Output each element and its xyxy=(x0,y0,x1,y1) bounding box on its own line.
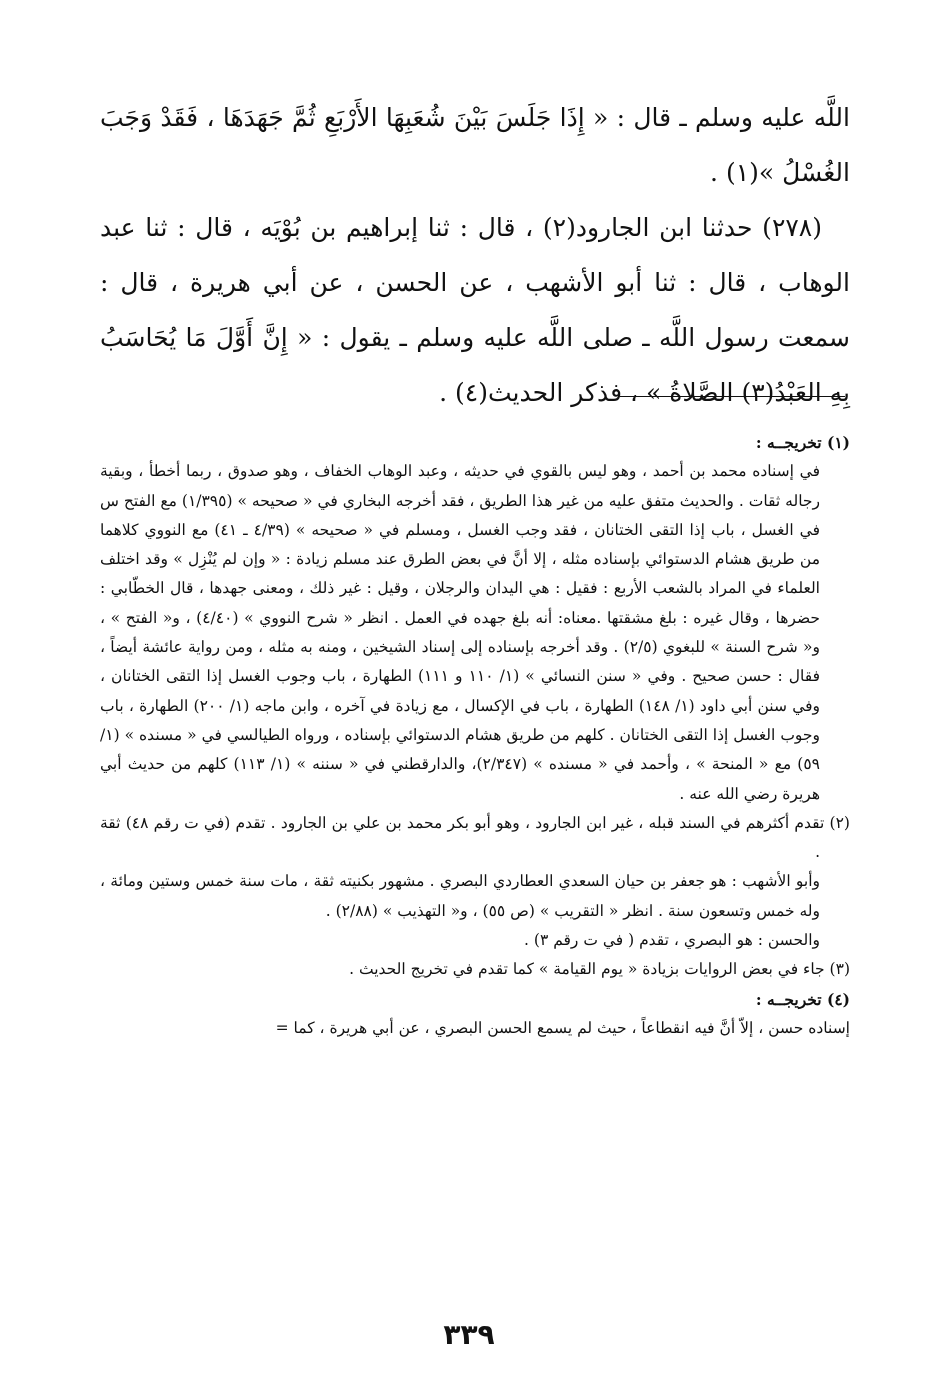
main-text xyxy=(100,90,850,420)
footnote-2-hasan: والحسن : هو البصري ، تقدم ( في ت رقم ٣) . xyxy=(524,931,820,950)
main-paragraph-2: (٢٧٨) حدثنا ابن الجارود(٢) ، قال : ثنا إبراهيم بن بُوْيَه ، قال : ثنا عبد الوهاب ، قال : ثنا أبو الأشهب ، عن الحسن ، عن أبي هريرة ، قال : سمعت رسول اللَّه ـ صلى اللَّه عليه وسلم ـ يقول : « إِنَّ أَوَّلَ مَا يُحَاسَبُ بِهِ العَبْدُ(٣) الصَّلاةُ » ، فذكر الحديث(٤) . xyxy=(100,213,850,407)
footnote-2-abu-ashhab: وأبو الأشهب : هو جعفر بن حيان السعدي العطاردي البصري . مشهور بكنيته ثقة ، مات سنة خمس وستين ومائة ، وله خمس وتسعون سنة . انظر « التقريب » (ص ٥٥) ، و« التهذيب » (٢/٨٨) . xyxy=(100,872,820,920)
footnote-1-body: في إسناده محمد بن أحمد ، وهو ليس بالقوي في حديثه ، وعبد الوهاب الخفاف ، وهو صدوق ، ربما أخطأ ، وبقية رجاله ثقات . والحديث متفق عليه من غير هذا الطريق ، فقد أخرجه البخاري في « صحيحه » (١/٣٩٥) مع الفتح س في الغسل ، باب إذا التقى الختانان ، فقد وجب الغسل ، ومسلم في « صحيحه » (٤/٣٩ ـ ٤١) مع النووي كلاهما من طريق هشام الدستوائي بإسناده مثله ، إلا أنَّ في بعض الطرق عند مسلم زيادة : « وإن لم يُنْزِل » وقد اختلف العلماء في المراد بالشعب الأربع : فقيل : هي اليدان والرجلان ، وقيل : غير ذلك ، ومعنى جهدها ، قال الخطّابي : حضرها ، وقال غيره : بلغ مشقتها .معناه: أنه بلغ جهده في العمل . انظر « شرح النووي » (٤/٤٠) ، و« الفتح » ، و« شرح السنة » للبغوي (٢/٥) . وقد أخرجه بإسناده إلى إسناد الشيخين ، ومنه به مثله ، ومن رواية عائشة أيضاً ، فقال : حسن صحيح . وفي « سنن النسائي » (١/ ١١٠ و ١١١) الطهارة ، باب وجوب الغسل إذا التقى الختانان ، وفي سنن أبي داود (١/ ١٤٨) الطهارة ، باب في الإكسال ، مع زيادة في آخره ، وابن ماجه (١/ ٢٠٠) الطهارة ، باب وجوب الغسل إذا التقى الختانان . كلهم من طريق هشام الدستوائي بإسناده ، ورواه الطيالسي في « مسنده » (١/ ٥٩) مع « المنحة » ، وأحمد في « مسنده » (٢/٣٤٧)، والدارقطني في « سننه » (١/ ١١٣) كلهم من حديث أبي هريرة رضي الله عنه . xyxy=(100,462,821,803)
footnote-separator xyxy=(620,396,845,397)
page-number: ٣٣٩ xyxy=(443,1318,495,1351)
footnote-4-body: إسناده حسن ، إلاّ أنَّ فيه انقطاعاً ، حيث لم يسمع الحسن البصري ، عن أبي هريرة ، كما = xyxy=(275,1018,850,1037)
footnote-4-label: (٤) تخريجــه : xyxy=(755,989,850,1009)
main-paragraph-1: اللَّه عليه وسلم ـ قال : « إِذَا جَلَسَ بَيْنَ شُعَبِهَا الأَرْبَعِ ثُمَّ جَهَدَهَا ، فَقَدْ وَجَبَ الغُسْلُ »(١) . xyxy=(100,103,850,187)
footnote-1-label: (١) تخريجــه : xyxy=(755,433,850,452)
footnote-2-body: (٢) تقدم أكثرهم في السند قبله ، غير ابن الجارود ، وهو أبو بكر محمد بن علي بن الجارود . تقدم (في ت رقم ٤٨) ثقة . xyxy=(100,813,850,862)
footnotes xyxy=(100,428,850,1043)
footnote-3-body: (٣) جاء في بعض الروايات بزيادة « يوم القيامة » كما تقدم في تخريج الحديث . xyxy=(349,960,850,979)
